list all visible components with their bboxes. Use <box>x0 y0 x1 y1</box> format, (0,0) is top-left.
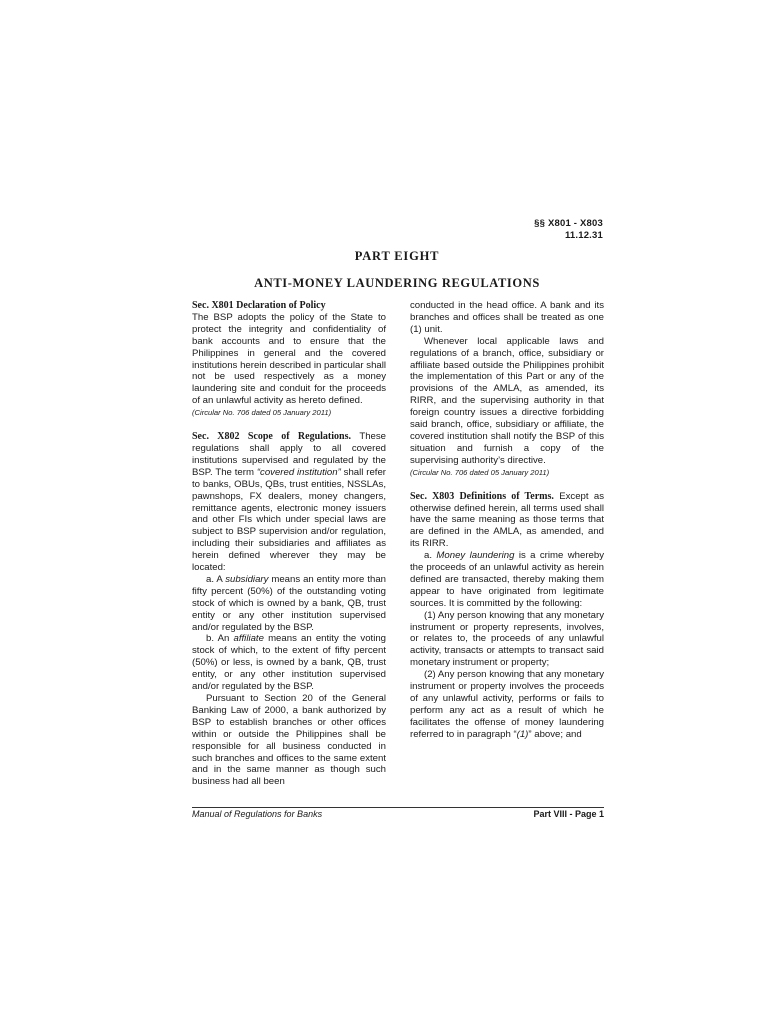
paragraph-continued: conducted in the head office. A bank and its branches and offices shall be treated as one (1) unit. <box>410 300 604 335</box>
item-1: (1) Any person knowing that any monetary instrument or property represents, involves, or relates to, the proceeds of any unlawful activity, transacts or attempts to transact said monetary instrument or property; <box>410 609 604 669</box>
section-heading: Sec. X803 Definitions of Terms. <box>410 490 554 502</box>
footer-divider <box>192 807 604 808</box>
left-column <box>192 300 386 788</box>
section-range: §§ X801 - X803 <box>534 218 603 229</box>
defined-term: subsidiary <box>225 573 269 585</box>
section-body: These regulations shall apply to all covered institutions supervised and regulated by the BSP. The term <box>192 431 386 478</box>
footer-page-number: Part VIII - Page 1 <box>533 809 604 819</box>
section-body: Except as otherwise defined herein, all terms used shall have the same meaning as those terms that are defined in the AMLA, as amended, and its RIRR. <box>410 490 604 550</box>
paragraph-foreign-law: Whenever local applicable laws and regulations of a branch, office, subsidiary or affiliate based outside the Philippines prohibit the implementation of this Part or any of the provisions of the AMLA, as amended, its RIRR, and the supervising authority in that foreign country issues a directive forbidding said branch, office, subsidiary or affiliate, the covered institution shall notify the BSP of this situation and furnish a copy of the supervising authority’s directive. <box>410 335 604 466</box>
defined-term: affiliate <box>233 633 264 645</box>
citation-line <box>410 467 604 479</box>
part-title: PART EIGHT <box>354 249 440 263</box>
defined-term: Money laundering <box>436 550 515 562</box>
section-body: shall refer to banks, OBUs, QBs, trust entities, NSSLAs, pawnshops, FX dealers, money changers, remittance agents, electronic money issuers and other FIs which under special laws are subject to BSP supervision and/or regulation, including their subsidiaries and affiliates as herein defined wherever they may be located: <box>192 466 386 574</box>
item-2: (2) Any person knowing that any monetary instrument or property involves the proceeds of any unlawful activity, performs or fails to perform any act as a result of which he facilitates the offense of money laundering referred to in paragraph “(1)” above; and <box>410 669 604 740</box>
section-x801 <box>192 300 386 419</box>
revision-date: 11.12.31 <box>564 230 603 241</box>
section-x803 <box>410 491 604 551</box>
section-reference <box>534 218 603 242</box>
citation: (Circular No. 706 dated 05 January 2011) <box>410 467 550 477</box>
section-body: The BSP adopts the policy of the State to protect the integrity and confidentiality of bank accounts and to ensure that the Philippines in general and the covered institutions herein described in particular shall not be used respectively as a money laundering site and conduit for the proceeds of an unlawful activity as hereto defined. <box>192 311 386 407</box>
footer-manual-title: Manual of Regulations for Banks <box>192 809 323 819</box>
document-title: ANTI-MONEY LAUNDERING REGULATIONS <box>254 276 540 290</box>
paragraph-a: a. A subsidiary means an entity more than fifty percent (50%) of the outstanding voting stock of which is owned by a bank, QB, trust entity or any other institution supervised and/or regulated by the BSP. <box>192 573 386 633</box>
section-x802 <box>192 431 386 574</box>
section-heading: Sec. X801 Declaration of Policy <box>192 300 326 311</box>
right-column <box>410 300 604 741</box>
paragraph-a: a. Money laundering is a crime whereby the proceeds of an unlawful activity as herein defined are transacted, thereby making them appear to have originated from legitimate sources. It is committed by the following: <box>410 550 604 609</box>
citation: (Circular No. 706 dated 05 January 2011) <box>192 408 332 418</box>
defined-term: “covered institution” <box>256 466 341 478</box>
paragraph-branches: Pursuant to Section 20 of the General Banking Law of 2000, a bank authorized by BSP to establish branches or other offices within or outside the Philippines shall be responsible for all business conducted in such branches and offices to the same extent and in the same manner as though such business had all been <box>192 693 386 788</box>
paragraph-b: b. An affiliate means an entity the voting stock of which, to the extent of fifty percent (50%) or less, is owned by a bank, QB, trust entity, or any other institution supervised and/or regulated by the BSP. <box>192 633 386 693</box>
section-heading: Sec. X802 Scope of Regulations. <box>192 431 351 443</box>
